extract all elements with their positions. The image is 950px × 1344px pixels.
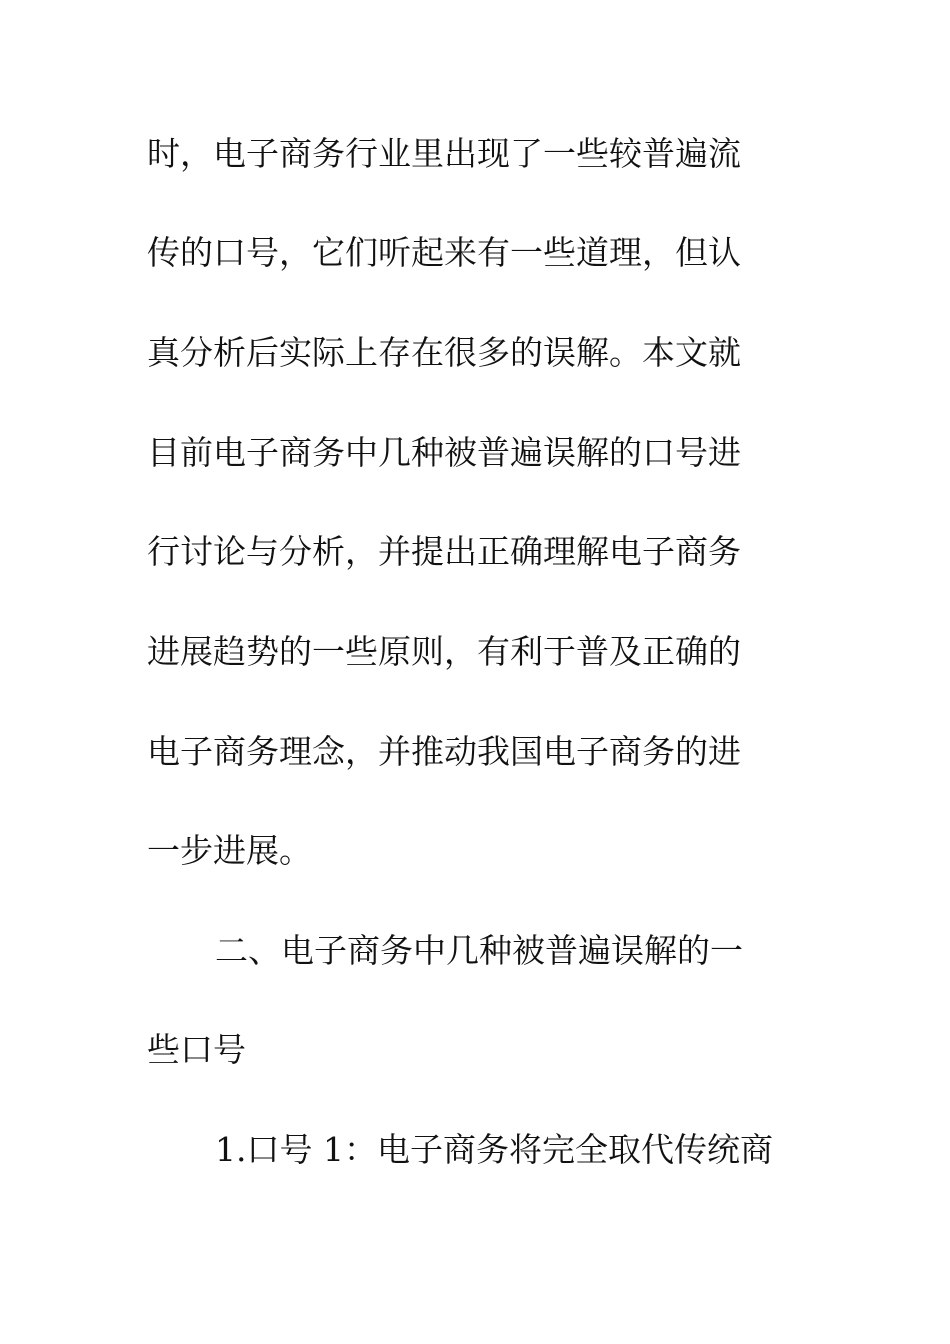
paragraph-line: 行讨论与分析，并提出正确理解电子商务 <box>147 532 741 571</box>
section-heading-continuation: 些口号 <box>147 1030 246 1069</box>
paragraph-line: 一步进展。 <box>147 831 312 870</box>
subsection-heading: 1.口号 1：电子商务将完全取代传统商 <box>215 1130 773 1169</box>
paragraph-line: 传的口号，它们听起来有一些道理，但认 <box>147 233 741 272</box>
paragraph-line: 真分析后实际上存在很多的误解。本文就 <box>147 333 741 372</box>
paragraph-line: 电子商务理念，并推动我国电子商务的进 <box>147 732 741 771</box>
paragraph-line: 进展趋势的一些原则，有利于普及正确的 <box>147 632 741 671</box>
paragraph-line: 目前电子商务中几种被普遍误解的口号进 <box>147 433 741 472</box>
section-heading: 二、电子商务中几种被普遍误解的一 <box>215 931 743 970</box>
paragraph-line: 时，电子商务行业里出现了一些较普遍流 <box>147 134 741 173</box>
